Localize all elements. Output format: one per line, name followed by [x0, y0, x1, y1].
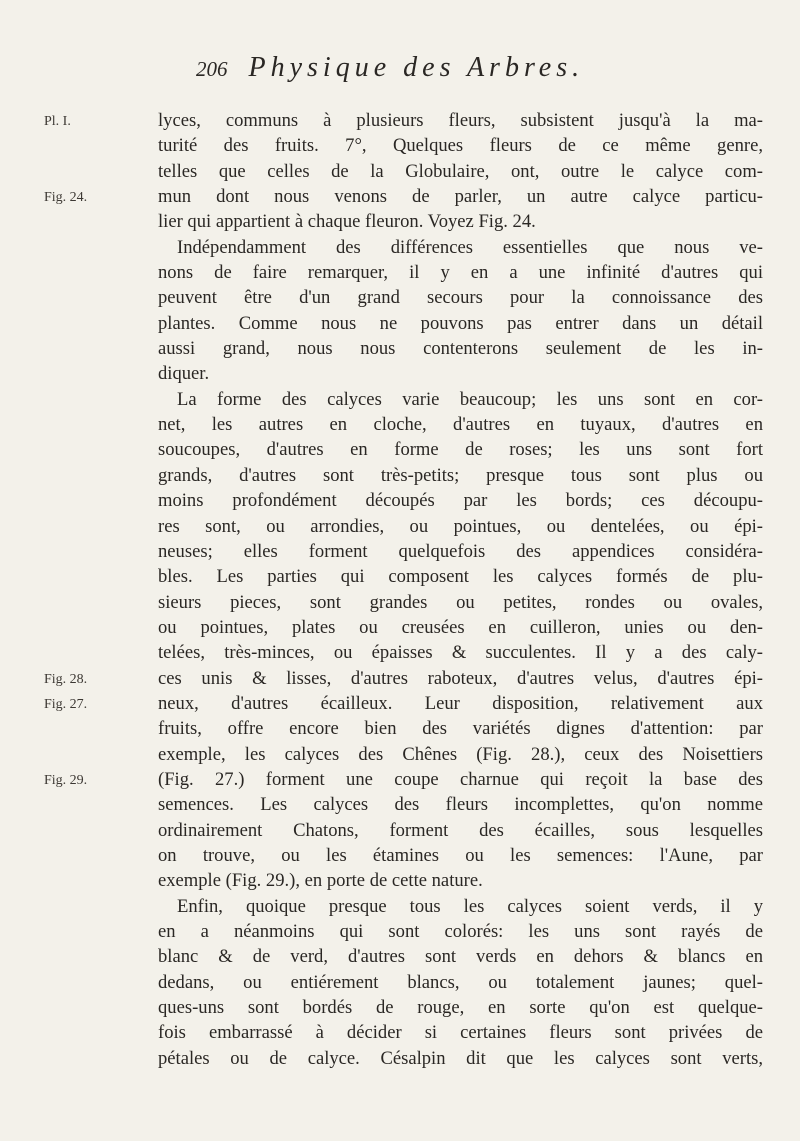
text-line: fruits, offre encore bien des variétés dignes d'attention: par	[158, 718, 763, 740]
running-title: Physique des Arbres.	[248, 52, 585, 83]
text-line: plantes. Comme nous ne pouvons pas entrer dans un détail	[158, 312, 763, 334]
text-line: semences. Les calyces des fleurs incomplettes, qu'on nomme	[158, 794, 763, 816]
text-line: La forme des calyces varie beaucoup; les uns sont en cor-	[177, 388, 763, 410]
text-line: bles. Les parties qui composent les calyces formés de plu-	[158, 566, 763, 588]
text-line: lyces, communs à plusieurs fleurs, subsistent jusqu'à la ma-	[158, 110, 763, 131]
text-line: ces unis & lisses, d'autres raboteux, d'autres velus, d'autres épi-	[158, 667, 763, 689]
margin-note-fig-29: Fig. 29.	[44, 773, 88, 788]
body-text	[158, 108, 763, 1071]
text-line: exemple (Fig. 29.), en porte de cette nature.	[158, 870, 483, 892]
text-line: telées, très-minces, ou épaisses & succulentes. Il y a des caly-	[158, 642, 763, 664]
page-number: 206	[196, 57, 228, 81]
text-line: dedans, ou entiérement blancs, ou totalement jaunes; quel-	[158, 971, 763, 993]
text-line: sieurs pieces, sont grandes ou petites, rondes ou ovales,	[158, 591, 763, 613]
text-line: peuvent être d'un grand secours pour la connoissance des	[158, 287, 763, 309]
margin-note-fig-27: Fig. 27.	[44, 697, 88, 712]
text-line: nons de faire remarquer, il y en a une infinité d'autres qui	[158, 262, 763, 284]
text-line: en a néanmoins qui sont colorés: les uns sont rayés de	[158, 921, 763, 942]
text-line: telles que celles de la Globulaire, ont, outre le calyce com-	[158, 160, 763, 182]
text-line: ou pointues, plates ou creusées en cuilleron, unies ou den-	[158, 616, 763, 638]
text-line: res sont, ou arrondies, ou pointues, ou dentelées, ou épi-	[158, 515, 763, 537]
text-line: neux, d'autres écailleux. Leur disposition, relativement aux	[158, 692, 763, 714]
margin-note-fig-24: Fig. 24.	[44, 190, 88, 205]
text-line: fois embarrassé à décider si certaines fleurs sont privées de	[158, 1022, 763, 1044]
text-line: exemple, les calyces des Chênes (Fig. 28.), ceux des Noisettiers	[158, 743, 763, 765]
text-line: on trouve, ou les étamines ou les semences: l'Aune, par	[158, 844, 763, 866]
text-line: neuses; elles forment quelquefois des appendices considéra-	[158, 540, 763, 562]
margin-note-plate: Pl. I.	[44, 114, 71, 129]
text-line: Enfin, quoique presque tous les calyces soient verds, il y	[177, 895, 763, 917]
text-line: ques-uns sont bordés de rouge, en sorte qu'on est quelque-	[158, 997, 763, 1019]
text-line: ordinairement Chatons, forment des écailles, sous lesquelles	[158, 819, 763, 841]
text-line: moins profondément découpés par les bords; ces découpu-	[158, 490, 763, 512]
margin-notes	[0, 0, 150, 1141]
text-line: Indépendamment des différences essentielles que nous ve-	[177, 236, 763, 258]
text-line: grands, d'autres sont très-petits; presque tous sont plus ou	[158, 464, 763, 486]
running-header	[196, 52, 756, 84]
text-line: net, les autres en cloche, d'autres en tuyaux, d'autres en	[158, 414, 763, 436]
text-line: turité des fruits. 7°, Quelques fleurs de ce même genre,	[158, 135, 763, 157]
text-line: pétales ou de calyce. Césalpin dit que les calyces sont verts,	[158, 1047, 763, 1069]
text-line: soucoupes, d'autres en forme de roses; les uns sont fort	[158, 439, 763, 461]
text-line: (Fig. 27.) forment une coupe charnue qui reçoit la base des	[158, 768, 763, 790]
margin-note-fig-28: Fig. 28.	[44, 672, 88, 687]
text-line: blanc & de verd, d'autres sont verds en dehors & blancs en	[158, 946, 763, 968]
text-line: diquer.	[158, 363, 210, 385]
text-line: mun dont nous venons de parler, un autre calyce particu-	[158, 186, 763, 208]
text-line: aussi grand, nous nous contenterons seulement de les in-	[158, 338, 763, 360]
text-line: lier qui appartient à chaque fleuron. Voyez Fig. 24.	[158, 211, 536, 233]
